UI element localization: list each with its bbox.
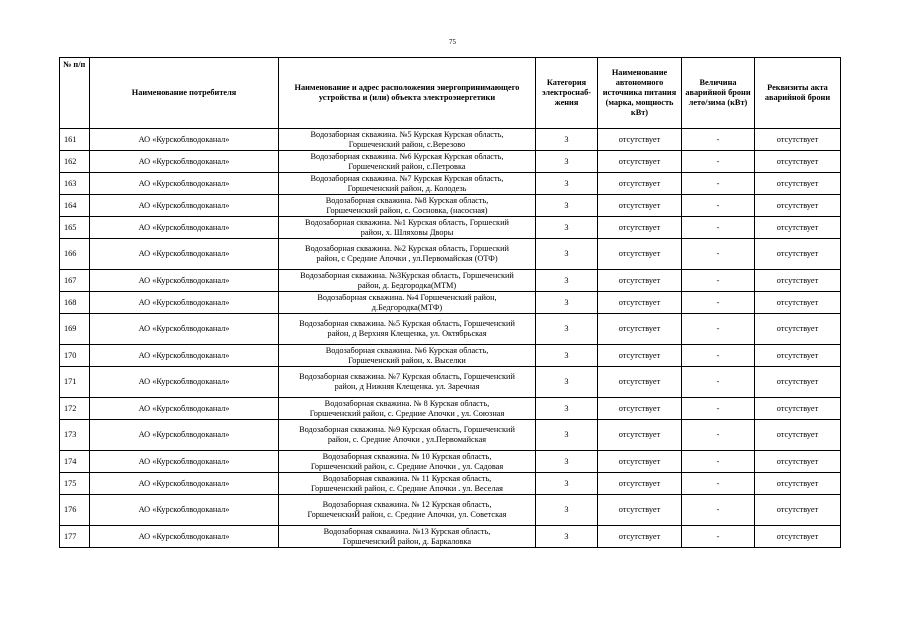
row-consumer: АО «Курскоблводоканал» (90, 292, 279, 314)
row-capacity: - (682, 473, 755, 495)
address-line-1: Водозаборная скважина. №8 Курская область, (325, 195, 489, 205)
row-requisites: отсутствует (755, 398, 841, 420)
header-capacity: Величина аварийной брони лето/зима (кВт) (682, 58, 755, 129)
row-capacity: - (682, 292, 755, 314)
address-line-1: Водозаборная скважина. №6 Курская область, (325, 345, 489, 355)
address-line-2: район, х. Шляховы Дворы (360, 227, 454, 237)
row-category: 3 (536, 151, 598, 173)
row-num: 164 (60, 195, 90, 217)
row-num: 176 (60, 495, 90, 526)
table-row (60, 129, 841, 151)
row-consumer: АО «Курскоблводоканал» (90, 420, 279, 451)
row-category: 3 (536, 270, 598, 292)
row-address (279, 292, 536, 314)
row-address (279, 473, 536, 495)
address-line-1: Водозаборная скважина. №7 Курская область, Горшеченский (299, 372, 515, 381)
row-source: отсутствует (598, 173, 682, 195)
row-category: 3 (536, 217, 598, 239)
table-row (60, 495, 841, 526)
address-line-1: Водозаборная скважина. №13 Курская область, (323, 526, 491, 536)
row-address (279, 526, 536, 548)
row-source: отсутствует (598, 239, 682, 270)
address-line-2: район, с Средние Апочки , ул.Первомайская (ОТФ) (316, 254, 498, 263)
row-capacity: - (682, 217, 755, 239)
row-requisites: отсутствует (755, 292, 841, 314)
address-line-1: Водозаборная скважина. №5 Курская область, Горшеченский (299, 319, 515, 328)
row-category: 3 (536, 345, 598, 367)
row-consumer: АО «Курскоблводоканал» (90, 495, 279, 526)
address-line-1: Водозаборная скважина. № 8 Курская область, (324, 398, 490, 408)
row-requisites: отсутствует (755, 473, 841, 495)
row-capacity: - (682, 495, 755, 526)
table-row (60, 345, 841, 367)
row-source: отсутствует (598, 151, 682, 173)
address-line-2: Горшеченский район, с.Петровка (348, 161, 466, 171)
row-capacity: - (682, 129, 755, 151)
row-address (279, 270, 536, 292)
address-line-2: ГоршеченскиЙ район, с. Средние Апочки, ул. Советская (307, 510, 507, 519)
address-line-2: Горшеченский район, д. Колодезь (347, 183, 467, 193)
row-consumer: АО «Курскоблводоканал» (90, 270, 279, 292)
address-line-1: Водозаборная скважина. №6 Курская Курская область, (310, 151, 504, 161)
row-source: отсутствует (598, 345, 682, 367)
row-requisites: отсутствует (755, 173, 841, 195)
table-row (60, 151, 841, 173)
row-address (279, 495, 536, 526)
row-category: 3 (536, 314, 598, 345)
table-row (60, 420, 841, 451)
table-row (60, 473, 841, 495)
row-source: отсутствует (598, 495, 682, 526)
row-consumer: АО «Курскоблводоканал» (90, 173, 279, 195)
row-requisites: отсутствует (755, 195, 841, 217)
row-requisites: отсутствует (755, 129, 841, 151)
row-address (279, 345, 536, 367)
row-address (279, 451, 536, 473)
row-source: отсутствует (598, 398, 682, 420)
row-consumer: АО «Курскоблводоканал» (90, 451, 279, 473)
row-address (279, 173, 536, 195)
row-requisites: отсутствует (755, 239, 841, 270)
row-category: 3 (536, 473, 598, 495)
row-num: 173 (60, 420, 90, 451)
row-num: 170 (60, 345, 90, 367)
header-address: Наименование и адрес расположения энергопринимающего устройства и (или) объекта электроэнергетики (279, 58, 536, 129)
table-row (60, 270, 841, 292)
row-address (279, 217, 536, 239)
row-category: 3 (536, 173, 598, 195)
table-row (60, 451, 841, 473)
row-address (279, 239, 536, 270)
row-capacity: - (682, 314, 755, 345)
row-category: 3 (536, 292, 598, 314)
header-requisites: Реквизиты акта аварийной брони (755, 58, 841, 129)
address-line-2: Горшеченский район, с. Средние Апочки , ул. Союзная (309, 408, 505, 418)
row-num: 168 (60, 292, 90, 314)
table-row (60, 314, 841, 345)
row-category: 3 (536, 526, 598, 548)
row-capacity: - (682, 270, 755, 292)
row-consumer: АО «Курскоблводоканал» (90, 314, 279, 345)
row-requisites: отсутствует (755, 420, 841, 451)
row-source: отсутствует (598, 420, 682, 451)
row-capacity: - (682, 195, 755, 217)
row-category: 3 (536, 195, 598, 217)
row-capacity: - (682, 173, 755, 195)
address-line-1: Водозаборная скважина. № 11 Курская область, (322, 473, 492, 483)
row-capacity: - (682, 526, 755, 548)
row-capacity: - (682, 398, 755, 420)
row-source: отсутствует (598, 217, 682, 239)
address-line-2: ГоршеченскиЙ район, д. Баркаловка (342, 536, 472, 546)
row-num: 162 (60, 151, 90, 173)
address-line-2: Горшеченский район, с. Сосновка, (насосная) (326, 205, 488, 215)
address-line-1: Водозаборная скважина. №5 Курская Курская область, (310, 129, 504, 139)
row-requisites: отсутствует (755, 270, 841, 292)
address-line-2: д.Бедгородка(МТФ) (371, 302, 443, 312)
row-num: 167 (60, 270, 90, 292)
row-source: отсутствует (598, 292, 682, 314)
row-consumer: АО «Курскоблводоканал» (90, 473, 279, 495)
row-source: отсутствует (598, 367, 682, 398)
row-category: 3 (536, 239, 598, 270)
row-consumer: АО «Курскоблводоканал» (90, 367, 279, 398)
row-source: отсутствует (598, 473, 682, 495)
table-row (60, 173, 841, 195)
row-source: отсутствует (598, 270, 682, 292)
row-capacity: - (682, 151, 755, 173)
backup-power-table (59, 57, 841, 548)
address-line-1: Водозаборная скважина. №9 Курская область, Горшеченский (299, 425, 515, 434)
address-line-2: Горшеченский район, с. Средние Апочки , ул. Садовая (310, 461, 504, 471)
row-address (279, 195, 536, 217)
row-category: 3 (536, 398, 598, 420)
table-row (60, 239, 841, 270)
row-num: 172 (60, 398, 90, 420)
address-line-1: Водозаборная скважина. №7 Курская Курская область, (310, 173, 504, 183)
row-consumer: АО «Курскоблводоканал» (90, 151, 279, 173)
address-line-2: Горшеченский район, с.Верезово (348, 139, 466, 149)
header-num: № п/п (60, 58, 90, 129)
row-consumer: АО «Курскоблводоканал» (90, 217, 279, 239)
row-requisites: отсутствует (755, 451, 841, 473)
row-source: отсутствует (598, 129, 682, 151)
row-consumer: АО «Курскоблводоканал» (90, 398, 279, 420)
row-requisites: отсутствует (755, 345, 841, 367)
row-source: отсутствует (598, 314, 682, 345)
row-consumer: АО «Курскоблводоканал» (90, 345, 279, 367)
row-category: 3 (536, 367, 598, 398)
row-category: 3 (536, 129, 598, 151)
row-num: 169 (60, 314, 90, 345)
row-address (279, 398, 536, 420)
row-consumer: АО «Курскоблводоканал» (90, 239, 279, 270)
header-category: Категория электроснаб-жения (536, 58, 598, 129)
row-requisites: отсутствует (755, 526, 841, 548)
address-line-1: Водозаборная скважина. №3Курская область, Горшеченский (300, 270, 514, 280)
row-category: 3 (536, 420, 598, 451)
row-category: 3 (536, 495, 598, 526)
row-address (279, 151, 536, 173)
address-line-1: Водозаборная скважина. №1 Курская область, Горшеский (305, 217, 509, 227)
row-requisites: отсутствует (755, 495, 841, 526)
row-category: 3 (536, 451, 598, 473)
row-capacity: - (682, 451, 755, 473)
address-line-2: район, д Верхняя Клещенка, ул. Октябрьская (327, 329, 487, 338)
row-requisites: отсутствует (755, 151, 841, 173)
row-source: отсутствует (598, 195, 682, 217)
address-line-2: Горшеченский район, с. Средние Апочки . ул. Веселая (311, 483, 503, 493)
address-line-2: район, д Нижняя Клещенка. ул. Заречная (334, 382, 480, 391)
row-capacity: - (682, 367, 755, 398)
row-source: отсутствует (598, 526, 682, 548)
row-consumer: АО «Курскоблводоканал» (90, 195, 279, 217)
address-line-1: Водозаборная скважина. № 12 Курская область, (322, 500, 492, 509)
row-consumer: АО «Курскоблводоканал» (90, 526, 279, 548)
row-address (279, 367, 536, 398)
row-num: 175 (60, 473, 90, 495)
row-num: 161 (60, 129, 90, 151)
row-consumer: АО «Курскоблводоканал» (90, 129, 279, 151)
row-num: 166 (60, 239, 90, 270)
header-consumer: Наименование потребителя (90, 58, 279, 129)
row-num: 177 (60, 526, 90, 548)
row-requisites: отсутствует (755, 217, 841, 239)
row-requisites: отсутствует (755, 314, 841, 345)
row-address (279, 129, 536, 151)
row-num: 165 (60, 217, 90, 239)
row-source: отсутствует (598, 451, 682, 473)
address-line-1: Водозаборная скважина. № 10 Курская область, (322, 451, 492, 461)
table-row (60, 398, 841, 420)
row-address (279, 420, 536, 451)
page-number: 75 (449, 38, 456, 46)
table-row (60, 217, 841, 239)
row-requisites: отсутствует (755, 367, 841, 398)
row-capacity: - (682, 239, 755, 270)
address-line-1: Водозаборная скважина. №4 Горшеченский район, (317, 292, 497, 302)
table-row (60, 367, 841, 398)
row-capacity: - (682, 345, 755, 367)
row-num: 163 (60, 173, 90, 195)
row-num: 174 (60, 451, 90, 473)
table-row (60, 195, 841, 217)
address-line-2: район, с. Средние Апочки , ул.Первомайская (327, 435, 487, 444)
table-row (60, 526, 841, 548)
row-num: 171 (60, 367, 90, 398)
row-capacity: - (682, 420, 755, 451)
header-source: Наименование автономного источника питания (марка, мощность кВт) (598, 58, 682, 129)
address-line-1: Водозаборная скважина. №2 Курская область, Горшеский (305, 244, 509, 253)
table-row (60, 292, 841, 314)
address-line-2: Горшеченский район, х. Выселки (348, 355, 466, 365)
table-header-row (60, 58, 841, 129)
address-line-2: район, д. Бедгородка(МТМ) (357, 280, 457, 290)
row-address (279, 314, 536, 345)
